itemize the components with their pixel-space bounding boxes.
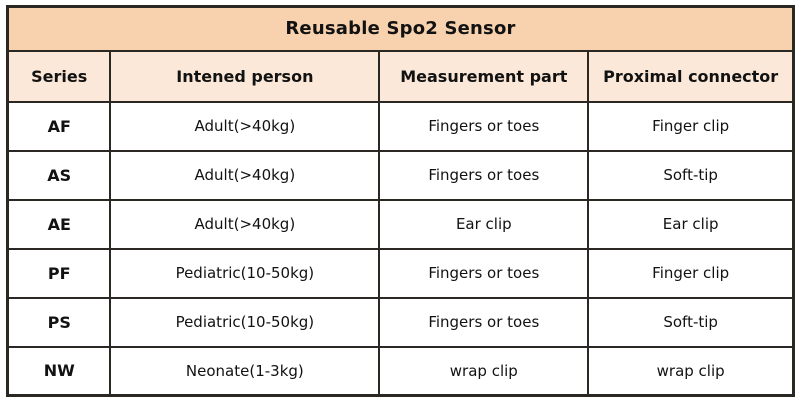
part-cell: Ear clip [379, 200, 588, 249]
person-cell: Neonate(1-3kg) [110, 347, 379, 396]
column-header-measurement-part: Measurement part [379, 51, 588, 102]
column-header-intended-person: Intened person [110, 51, 379, 102]
spo2-sensor-table [6, 5, 795, 397]
table-row [8, 102, 794, 151]
table-row [8, 347, 794, 396]
connector-cell: Ear clip [588, 200, 793, 249]
connector-cell: wrap clip [588, 347, 793, 396]
person-cell: Pediatric(10-50kg) [110, 298, 379, 347]
series-cell: PF [8, 249, 111, 298]
connector-cell: Soft-tip [588, 151, 793, 200]
part-cell: wrap clip [379, 347, 588, 396]
series-cell: PS [8, 298, 111, 347]
spo2-sensor-table-container [6, 5, 795, 397]
table-row [8, 200, 794, 249]
table-header-row [8, 51, 794, 102]
part-cell: Fingers or toes [379, 151, 588, 200]
person-cell: Adult(>40kg) [110, 151, 379, 200]
table-row [8, 249, 794, 298]
table-row [8, 298, 794, 347]
table-title-row [8, 7, 794, 51]
connector-cell: Finger clip [588, 102, 793, 151]
table-title: Reusable Spo2 Sensor [8, 7, 794, 51]
series-cell: NW [8, 347, 111, 396]
person-cell: Adult(>40kg) [110, 102, 379, 151]
series-cell: AF [8, 102, 111, 151]
column-header-proximal-connector: Proximal connector [588, 51, 793, 102]
connector-cell: Soft-tip [588, 298, 793, 347]
part-cell: Fingers or toes [379, 298, 588, 347]
person-cell: Adult(>40kg) [110, 200, 379, 249]
table-row [8, 151, 794, 200]
column-header-series: Series [8, 51, 111, 102]
part-cell: Fingers or toes [379, 102, 588, 151]
series-cell: AE [8, 200, 111, 249]
person-cell: Pediatric(10-50kg) [110, 249, 379, 298]
connector-cell: Finger clip [588, 249, 793, 298]
part-cell: Fingers or toes [379, 249, 588, 298]
series-cell: AS [8, 151, 111, 200]
